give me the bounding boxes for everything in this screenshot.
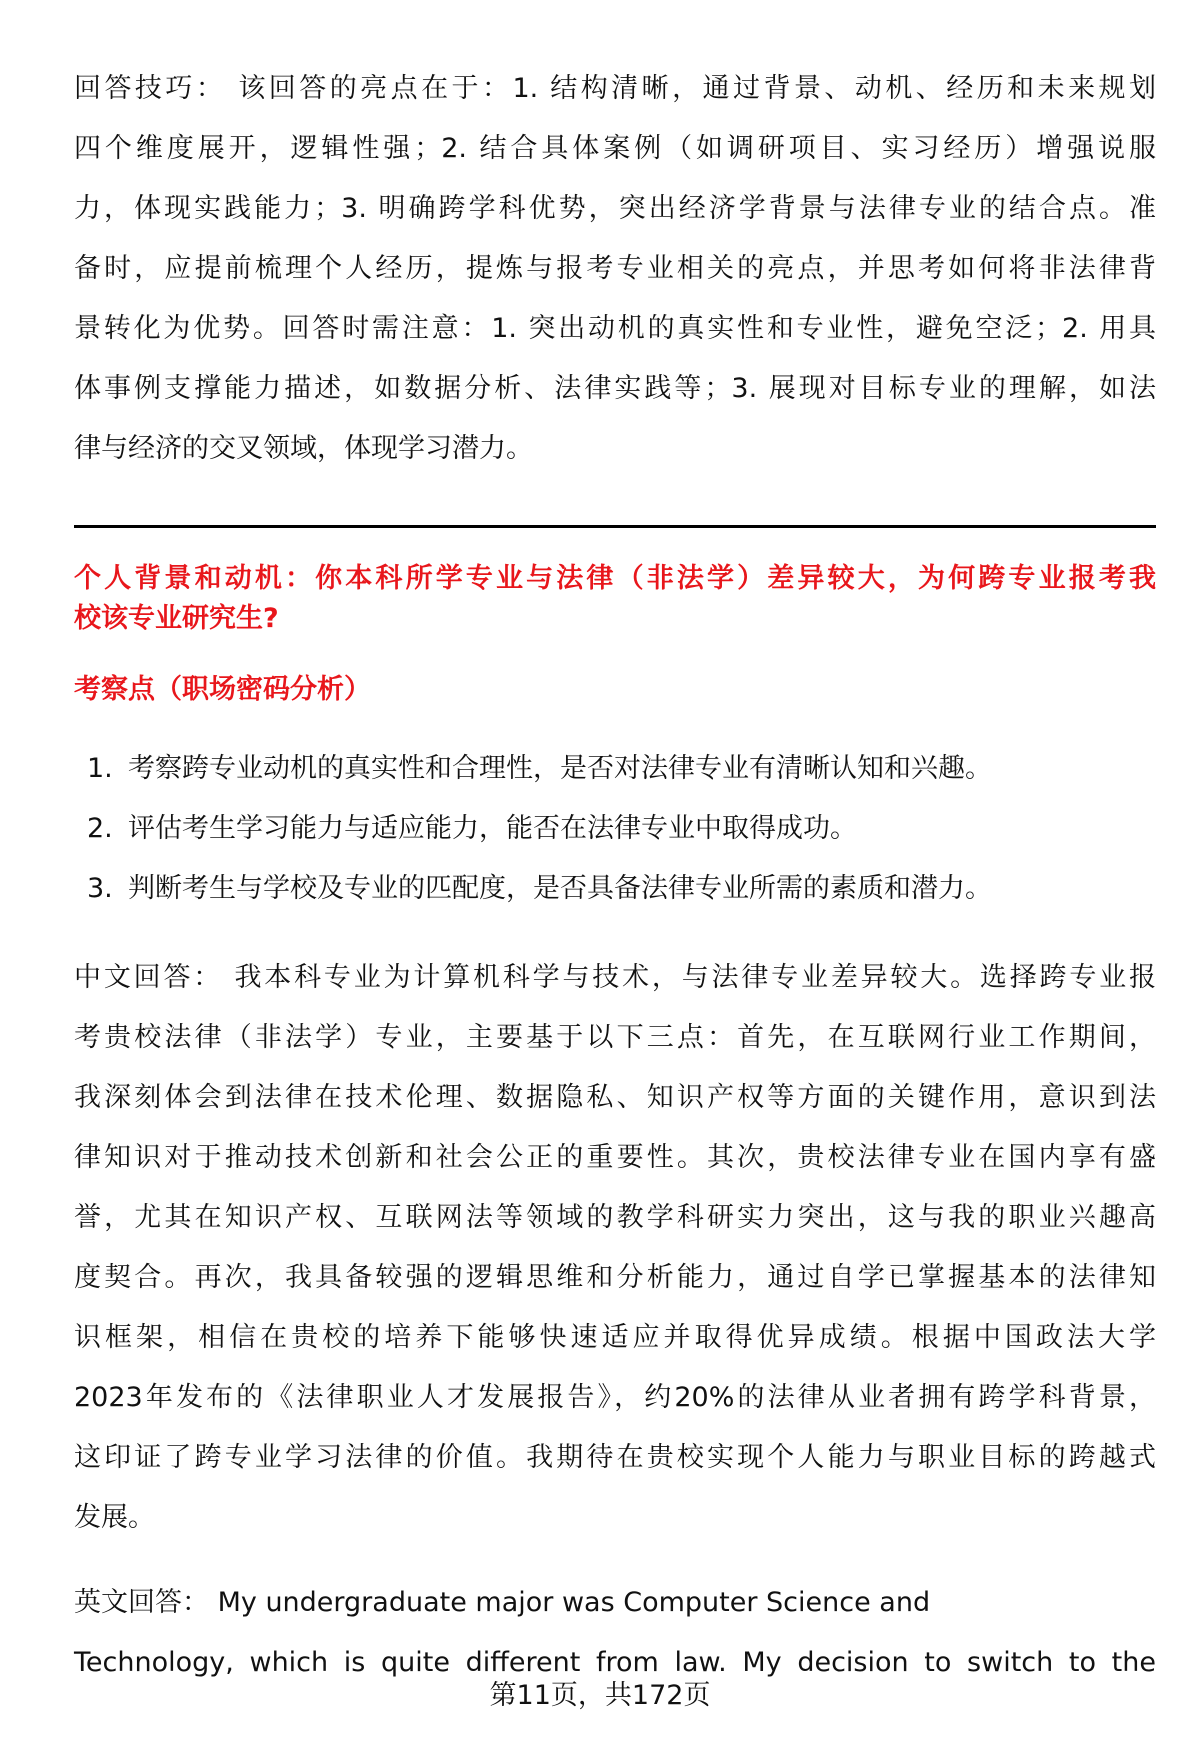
list-text: 考察跨专业动机的真实性和合理性，是否对法律专业有清晰认知和兴趣。 — [128, 753, 992, 784]
text-line: 这印证了跨专业学习法律的价值。我期待在贵校实现个人能力与职业目标的跨越式 — [74, 1442, 1156, 1473]
text-line: 我深刻体会到法律在技术伦理、数据隐私、知识产权等方面的关键作用，意识到法 — [74, 1082, 1156, 1113]
list-number: 1. — [87, 753, 113, 784]
text-line: 律与经济的交叉领域，体现学习潜力。 — [74, 433, 533, 464]
list-number: 3. — [87, 873, 113, 904]
text-line: 英文回答： My undergraduate major was Computer Science and — [74, 1587, 931, 1618]
text-line: 誉，尤其在知识产权、互联网法等领域的教学科研实力突出，这与我的职业兴趣高 — [74, 1202, 1156, 1233]
text-line: 律知识对于推动技术创新和社会公正的重要性。其次，贵校法律专业在国内享有盛 — [74, 1142, 1156, 1173]
text-line: 回答技巧： 该回答的亮点在于：1. 结构清晰，通过背景、动机、经历和未来规划 — [74, 73, 1156, 104]
page-number: 第11页，共172页 — [489, 1680, 711, 1711]
text-line: 体事例支撑能力描述，如数据分析、法律实践等；3. 展现对目标专业的理解，如法 — [74, 373, 1156, 404]
text-line: 度契合。再次，我具备较强的逻辑思维和分析能力，通过自学已掌握基本的法律知 — [74, 1262, 1156, 1293]
text-line: 力，体现实践能力；3. 明确跨学科优势，突出经济学背景与法律专业的结合点。准 — [74, 193, 1156, 224]
heading-line: 校该专业研究生? — [74, 603, 279, 634]
list-text: 判断考生与学校及专业的匹配度，是否具备法律专业所需的素质和潜力。 — [128, 873, 992, 904]
focus-title: 考察点（职场密码分析） — [74, 674, 371, 705]
list-text: 评估考生学习能力与适应能力，能否在法律专业中取得成功。 — [128, 813, 857, 844]
text-line: 发展。 — [74, 1502, 155, 1533]
text-line: 景转化为优势。回答时需注意：1. 突出动机的真实性和专业性，避免空泛；2. 用具 — [74, 313, 1156, 344]
list-item — [87, 749, 992, 789]
text-line: 中文回答： 我本科专业为计算机科学与技术，与法律专业差异较大。选择跨专业报 — [74, 962, 1156, 993]
text-line: 四个维度展开，逻辑性强；2. 结合具体案例（如调研项目、实习经历）增强说服 — [74, 133, 1156, 164]
text-line: 考贵校法律（非法学）专业，主要基于以下三点：首先，在互联网行业工作期间， — [74, 1022, 1156, 1053]
text-line: Technology, which is quite different from law. My decision to switch to the — [74, 1647, 1156, 1678]
text-line: 2023年发布的《法律职业人才发展报告》，约20%的法律从业者拥有跨学科背景， — [74, 1382, 1156, 1413]
section-divider — [74, 525, 1156, 528]
list-item — [87, 809, 857, 849]
text-line: 识框架，相信在贵校的培养下能够快速适应并取得优异成绩。根据中国政法大学 — [74, 1322, 1156, 1353]
text-line: 备时，应提前梳理个人经历，提炼与报考专业相关的亮点，并思考如何将非法律背 — [74, 253, 1156, 284]
heading-line: 个人背景和动机：你本科所学专业与法律（非法学）差异较大，为何跨专业报考我 — [74, 563, 1156, 594]
list-item — [87, 869, 992, 909]
list-number: 2. — [87, 813, 113, 844]
